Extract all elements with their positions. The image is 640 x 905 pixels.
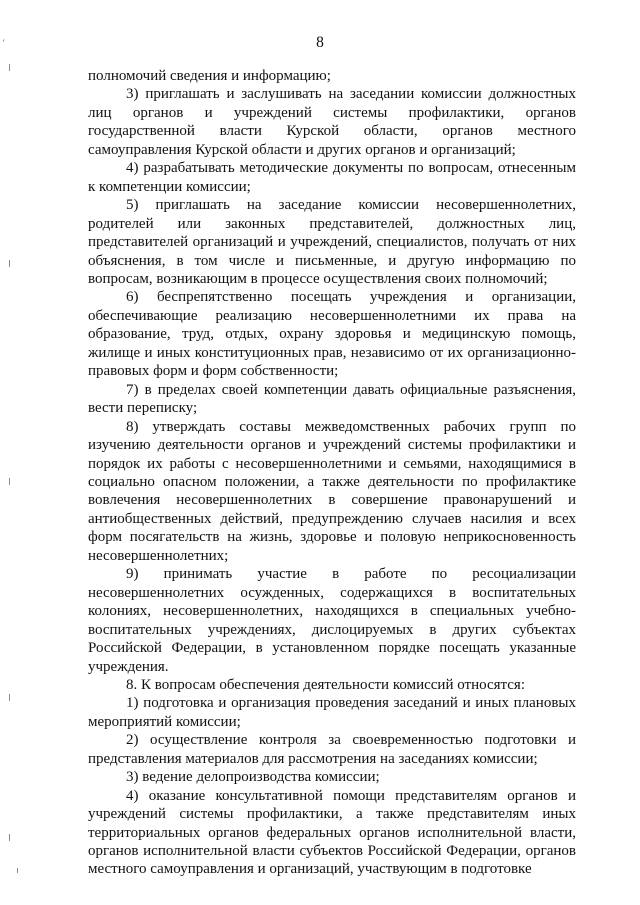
paragraph: полномочий сведения и информацию;: [88, 68, 331, 84]
paragraph: 8) утверждать составы межведомственных рабочих групп по изучению деятельности органов и учреждений системы профилактики и порядок их работы с несовершеннолетними и семьями, находящимися в социально опасном положении, а также деятельности по профилактике вовлечения несовершеннолетних в совершение правонарушений и антиобщественных действий, предупреждению случаев насилия и всех форм посягательств на жизнь, здоровье и половую неприкосновенность несовершеннолетних;: [88, 418, 576, 564]
paragraph: 2) осуществление контроля за своевременностью подготовки и представления материалов для рассмотрения на заседаниях комиссии;: [88, 732, 576, 767]
paragraph: 6) беспрепятственно посещать учреждения и организации, обеспечивающие реализацию несовершеннолетними их права на образование, труд, отдых, охрану здоровья и медицинскую помощь, жилище и иных конституционных прав, независимо от их организационно-правовых форм и форм собственности;: [88, 289, 576, 380]
paragraph: 9) принимать участие в работе по ресоциализации несовершеннолетних осужденных, содержащихся в воспитательных колониях, несовершеннолетних, находящихся в специальных учебно-воспитательных учреждениях, дислоцируемых в других субъектах Российской Федерации, в установленном порядке посещать указанные учреждения.: [88, 566, 576, 675]
scan-mark: [9, 64, 10, 71]
scan-mark: ‘: [2, 38, 6, 49]
paragraph: 3) ведение делопроизводства комиссии;: [126, 769, 380, 786]
scan-mark: [9, 260, 10, 267]
paragraph: 1) подготовка и организация проведения заседаний и иных плановых мероприятий комиссии;: [88, 695, 576, 730]
scan-mark: [9, 478, 10, 485]
scan-mark: [9, 834, 10, 841]
paragraph: 7) в пределах своей компетенции давать официальные разъяснения, вести переписку;: [88, 381, 576, 417]
document-body: [88, 67, 576, 879]
scan-mark: [9, 694, 10, 701]
page-number: 8: [316, 34, 324, 51]
scan-mark: [17, 868, 18, 873]
paragraph: 4) оказание консультативной помощи представителям органов и учреждений системы профилактики, а также представителям иных территориальных органов федеральных органов исполнительной власти, органов исполнительной власти субъектов Российской Федерации, органов местного самоуправления и организаций, участвующим в подготовке: [88, 787, 576, 878]
paragraph: 5) приглашать на заседание комиссии несовершеннолетних, родителей или законных представителей, должностных лиц, представителей организаций и учреждений, специалистов, получать от них объяснения, в том числе и письменные, и другую информацию по вопросам, возникающим в процессе осуществления своих полномочий;: [88, 197, 576, 287]
paragraph: 4) разрабатывать методические документы по вопросам, отнесенным к компетенции комиссии;: [88, 160, 576, 195]
paragraph: 3) приглашать и заслушивать на заседании комиссии должностных лиц органов и учреждений системы профилактики, органов государственной власти Курской области, органов местного самоуправления Курской области и других органов и организаций;: [88, 86, 576, 158]
paragraph: 8. К вопросам обеспечения деятельности комиссий относятся:: [126, 676, 525, 693]
